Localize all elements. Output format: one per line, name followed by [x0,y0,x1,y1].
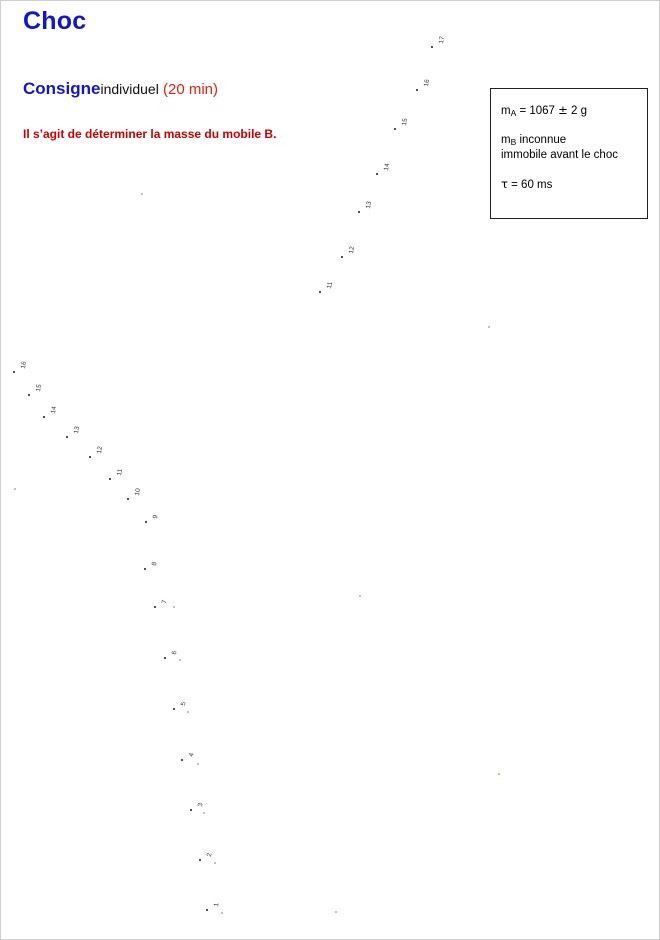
track-point-label: 14 [50,405,59,415]
paper-speck [221,912,223,914]
data-box [490,88,648,219]
track-point [319,291,321,293]
track-point [89,456,91,458]
mass-b-note: immobile avant le choc [501,149,618,161]
track-point-label: 17 [438,35,447,45]
track-point-label: 12 [348,245,357,255]
track-point-label: 8 [151,561,159,567]
track-point-label: 5 [180,701,188,707]
track-point [109,478,111,480]
track-point-label: 12 [96,445,105,455]
paper-speck [179,659,181,661]
page-title: Choc [23,7,87,35]
mass-b-symbol: m [501,134,511,146]
track-point [394,128,396,130]
track-point [66,436,68,438]
track-point-label: 1 [213,902,221,908]
paper-speck [214,862,216,864]
track-point [181,759,183,761]
mass-a-tolerance: 2 g [567,105,587,117]
track-point [358,211,360,213]
track-point [43,416,45,418]
track-point [206,909,208,911]
track-point-label: 15 [35,383,44,393]
consigne-duration: (20 min) [163,81,219,98]
mass-a-symbol: m [501,105,511,117]
paper-speck [488,326,490,328]
track-point [190,809,192,811]
track-point-label: 7 [161,599,169,605]
track-point-label: 9 [152,514,160,520]
paper-speck [173,606,175,608]
mass-a-subscript: A [510,108,517,118]
track-point [199,859,201,861]
track-point [164,657,166,659]
paper-speck [141,193,143,195]
tau-value: = 60 ms [507,179,553,191]
mass-b-line [501,133,637,148]
mass-b-value: inconnue [516,134,567,146]
tau-symbol: τ [501,177,508,191]
track-point [154,606,156,608]
track-point-label: 3 [197,802,205,808]
track-point [341,256,343,258]
mass-a-value: = 1067 [516,105,559,117]
consigne-label: Consigne [23,79,101,98]
track-point [127,498,129,500]
mass-b-subscript: B [510,137,517,147]
track-point [431,46,433,48]
track-point-label: 15 [401,117,410,127]
track-point [144,568,146,570]
track-point [145,521,147,523]
paper-speck [203,812,205,814]
consigne-mode: individuel [100,81,159,97]
paper-speck [335,911,337,913]
track-point-label: 10 [134,487,143,497]
spacer [501,119,637,133]
track-point [416,89,418,91]
spacer [501,163,637,177]
track-point [173,708,175,710]
track-point-label: 4 [188,752,196,758]
tau-line [501,177,637,193]
track-point-label: 6 [171,650,179,656]
track-point-label: 13 [365,200,374,210]
track-point-label: 13 [73,425,82,435]
track-point-label: 11 [116,468,125,477]
track-point [376,173,378,175]
plus-minus-icon: ± [558,103,568,117]
track-point-label: 14 [383,162,392,172]
track-point-label: 11 [326,281,335,290]
paper-speck [187,711,189,713]
paper-speck [498,773,500,775]
mass-a-line [501,103,637,119]
track-point [13,371,15,373]
track-point-label: 16 [423,78,432,88]
track-point [28,394,30,396]
track-point-label: 2 [206,852,214,858]
instruction-text: Il s’agit de déterminer la masse du mobile B. [23,127,277,141]
paper-speck [197,763,199,765]
track-point-label: 16 [20,360,29,370]
paper-speck [359,595,361,597]
consigne-heading [23,79,218,99]
paper-speck [14,488,16,490]
